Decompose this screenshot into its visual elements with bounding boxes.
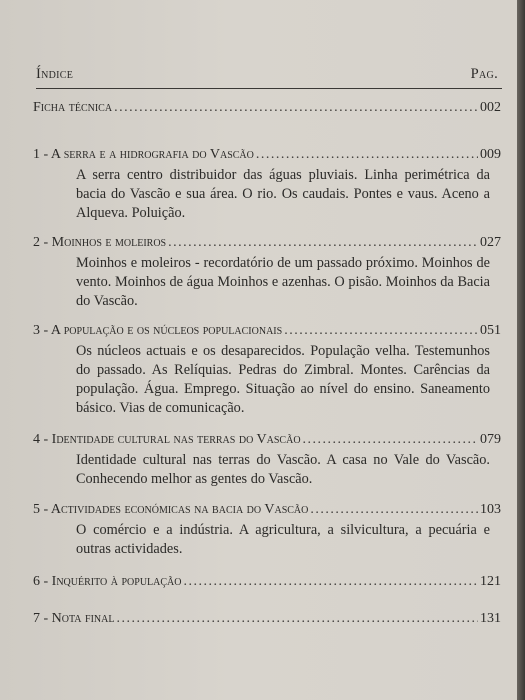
page-edge-shadow xyxy=(517,0,525,700)
entry-title: 5 - Actividades económicas na bacia do Vascão xyxy=(33,502,309,517)
entry-title: 3 - A população e os núcleos populacionais xyxy=(33,323,283,338)
entry-page: 027 xyxy=(480,235,501,250)
entry-description: O comércio e a indústria. A agricultura, a silvicultura, a pecuária e outras actividades. xyxy=(76,522,490,557)
dot-leader xyxy=(303,432,478,448)
entry-page: 051 xyxy=(480,323,501,338)
header-rule xyxy=(36,88,502,89)
toc-entry-7 xyxy=(33,611,501,627)
entry-page: 002 xyxy=(480,100,501,115)
entry-description: Identidade cultural nas terras do Vascão. A casa no Vale do Vascão. Conhecendo melhor as gentes do Vascão. xyxy=(76,452,490,487)
entry-title: 2 - Moinhos e moleiros xyxy=(33,235,167,250)
toc-entry-4 xyxy=(33,432,501,489)
dot-leader xyxy=(168,235,478,251)
dot-leader xyxy=(310,502,478,518)
entry-page: 121 xyxy=(480,574,501,589)
dot-leader xyxy=(284,323,478,339)
toc-entry-2 xyxy=(33,235,501,311)
entry-title: 7 - Nota final xyxy=(33,611,115,626)
entry-page: 009 xyxy=(480,147,501,162)
entry-title: 1 - A serra e a hidrografia do Vascão xyxy=(33,147,254,162)
toc-entry-6 xyxy=(33,574,501,590)
entry-description: A serra centro distribuidor das águas pluviais. Linha perimétrica da bacia do Vascão e sua área. O rio. Os caudais. Pontes e vaus. Aceno a Alqueva. Poluição. xyxy=(76,167,490,221)
toc-entry-3 xyxy=(33,323,501,418)
entry-page: 079 xyxy=(480,432,501,447)
toc-entry-ficha-tecnica xyxy=(33,100,501,116)
entry-title: Ficha técnica xyxy=(33,100,113,115)
entry-title: 6 - Inquérito à população xyxy=(33,574,182,589)
dot-leader xyxy=(114,100,478,116)
toc-title: Índice xyxy=(36,66,74,82)
dot-leader xyxy=(116,611,478,627)
page-column-label: Pag. xyxy=(470,66,498,82)
entry-title: 4 - Identidade cultural nas terras do Vascão xyxy=(33,432,301,447)
toc-entry-5 xyxy=(33,502,501,559)
dot-leader xyxy=(256,147,478,163)
toc-entry-1 xyxy=(33,147,501,223)
dot-leader xyxy=(183,574,478,590)
entry-page: 103 xyxy=(480,502,501,517)
entry-description: Os núcleos actuais e os desaparecidos. População velha. Testemunhos do passado. As Relíquias. Pedras do Zimbral. Montes. Carências da população. Água. Emprego. Situação ao nível do ensino. Saneamento básico. Vias de comunicação. xyxy=(76,343,490,416)
entry-page: 131 xyxy=(480,611,501,626)
entry-description: Moinhos e moleiros - recordatório de um passado próximo. Moinhos de vento. Moinhos de água Moinhos e azenhas. O pisão. Moinhos da Bacia do Vascão. xyxy=(76,255,490,309)
